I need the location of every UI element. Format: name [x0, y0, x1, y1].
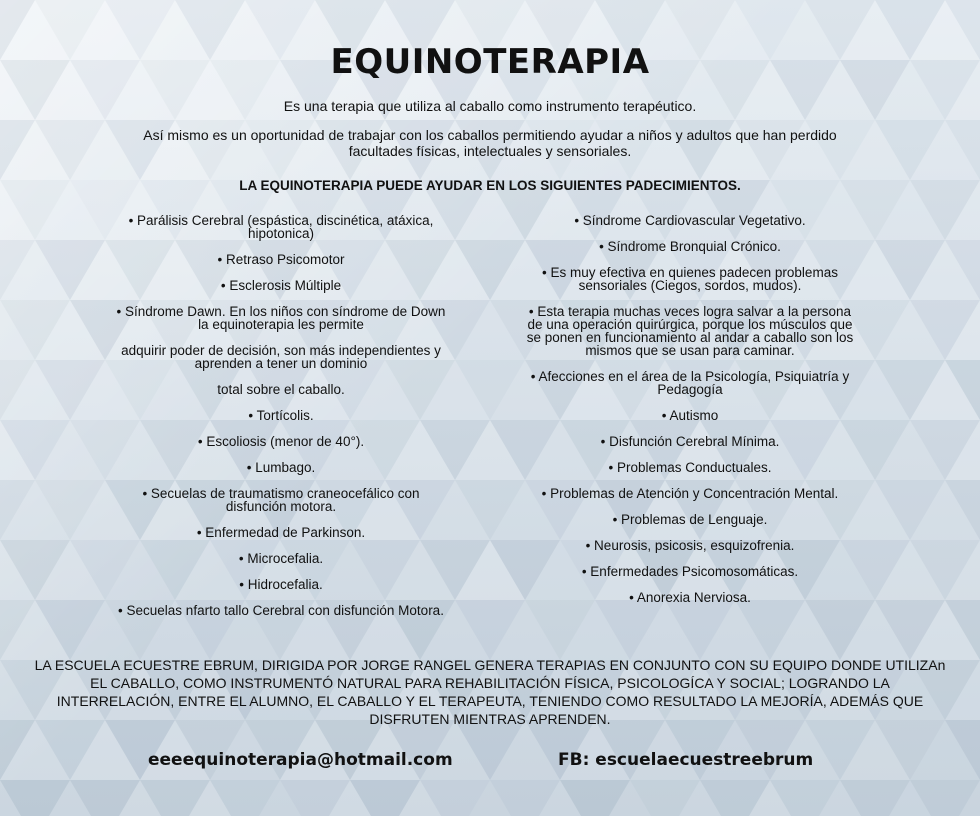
condition-list-item: • Problemas de Lenguaje. [612, 512, 768, 527]
condition-list-item: • Secuelas nfarto tallo Cerebral con disfunción Motora. [118, 603, 444, 618]
condition-list-item: • Parálisis Cerebral (espástica, discinética, atáxica, hipotonica) [128, 213, 434, 241]
condition-list-item: • Síndrome Dawn. En los niños con síndrome de Down la equinoterapia les permite [116, 304, 446, 332]
condition-list-item: • Secuelas de traumatismo craneocefálico con disfunción motora. [142, 486, 420, 514]
condition-list-item: • Anorexia Nerviosa. [629, 590, 751, 605]
condition-list-item: • Síndrome Bronquial Crónico. [599, 239, 781, 254]
condition-list-item: • Autismo [661, 408, 719, 423]
condition-list-item: • Esclerosis Múltiple [220, 278, 342, 293]
condition-list-item: adquirir poder de decisión, son más independientes y aprenden a tener un dominio [121, 343, 441, 371]
intro-line-2: Así mismo es un oportunidad de trabajar con los caballos permitiendo ayudar a niños y adultos que han perdido facultades físicas, intelectuales y sensoriales. [143, 127, 837, 159]
condition-list-item: total sobre el caballo. [217, 382, 345, 397]
school-description: LA ESCUELA ECUESTRE EBRUM, DIRIGIDA POR JORGE RANGEL GENERA TERAPIAS EN CONJUNTO CON SU EQUIPO DONDE UTILIZAn EL CABALLO, COMO INSTRUMENTÓ NATURAL PARA REHABILITACIÓN FÍSICA, PSICOLOGÍCA Y SOCIAL; LOGRANDO LA INTERRELACIÓN, ENTRE EL ALUMNO, EL CABALLO Y EL TERAPEUTA, TENIENDO COMO RESULTADO LA MEJORÍA, ADEMÁS QUE DISFRUTEN MIENTRAS APRENDEN. [34, 657, 946, 727]
condition-list-item: • Afecciones en el área de la Psicología, Psiquiatría y Pedagogía [530, 369, 850, 397]
contact-facebook[interactable]: FB: escuelaecuestreebrum [558, 750, 814, 770]
condition-list-item: • Síndrome Cardiovascular Vegetativo. [574, 213, 806, 228]
condition-list-item: • Enfermedad de Parkinson. [196, 525, 366, 540]
condition-list-item: • Tortícolis. [248, 408, 314, 423]
condition-list-item: • Microcefalia. [238, 551, 324, 566]
left-conditions-list [116, 214, 446, 630]
condition-list-item: • Enfermedades Psicomosomáticas. [581, 564, 799, 579]
page-title: EQUINOTERAPIA [330, 42, 650, 82]
right-conditions-list [520, 214, 860, 617]
condition-list-item: • Disfunción Cerebral Mínima. [600, 434, 780, 449]
condition-list-item: • Hidrocefalia. [239, 577, 323, 592]
section-subtitle: LA EQUINOTERAPIA PUEDE AYUDAR EN LOS SIGUIENTES PADECIMIENTOS. [239, 178, 741, 193]
condition-list-item: • Problemas Conductuales. [608, 460, 772, 475]
condition-list-item: • Escoliosis (menor de 40°). [197, 434, 365, 449]
contact-email[interactable]: eeeequinoterapia@hotmail.com [148, 750, 453, 770]
condition-list-item: • Lumbago. [246, 460, 316, 475]
condition-list-item: • Es muy efectiva en quienes padecen problemas sensoriales (Ciegos, sordos, mudos). [542, 265, 838, 293]
condition-list-item: • Esta terapia muchas veces logra salvar a la persona de una operación quirúrgica, porque los músculos que se ponen en funcionamiento al andar a caballo son los mismos que se usan para caminar. [526, 304, 854, 358]
condition-list-item: • Retraso Psicomotor [217, 252, 345, 267]
condition-list-item: • Neurosis, psicosis, esquizofrenia. [585, 538, 795, 553]
intro-line-1: Es una terapia que utiliza al caballo como instrumento terapéutico. [283, 98, 697, 114]
condition-list-item: • Problemas de Atención y Concentración Mental. [541, 486, 839, 501]
